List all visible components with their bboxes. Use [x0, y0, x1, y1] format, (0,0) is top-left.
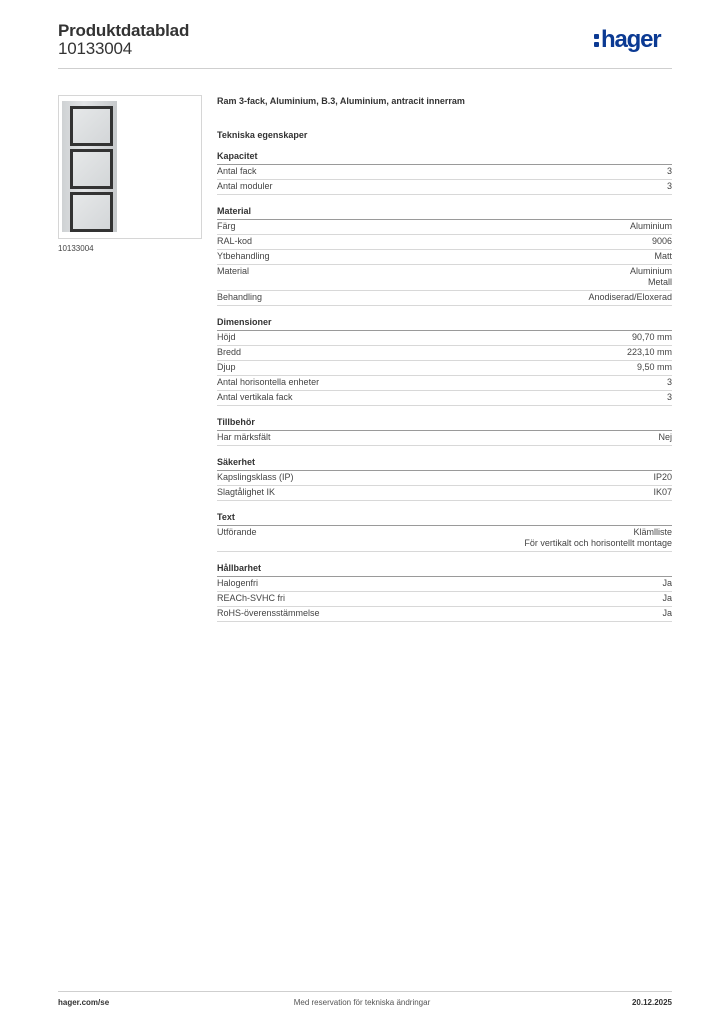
spec-value [630, 266, 672, 288]
frame-slot [70, 192, 113, 232]
article-number: 10133004 [58, 39, 133, 58]
spec-value-line: 3 [666, 377, 672, 387]
spec-label: RoHS-överensstämmelse [217, 608, 320, 618]
spec-value [662, 578, 672, 589]
spec-row [217, 291, 672, 306]
spec-value-line: IK07 [653, 487, 672, 497]
spec-label: Kapslingsklass (IP) [217, 472, 294, 482]
spec-label: Bredd [217, 347, 242, 357]
spec-row [217, 592, 672, 607]
spec-row [217, 265, 672, 291]
logo-dots-icon [594, 30, 600, 46]
spec-value-line: IP20 [653, 472, 672, 482]
spec-section [217, 317, 672, 406]
section-title: Dimensioner [217, 317, 672, 331]
spec-value-line: 3 [666, 392, 672, 402]
spec-row [217, 220, 672, 235]
spec-value [667, 181, 672, 192]
logo-text: hager [601, 26, 661, 53]
spec-value [627, 347, 672, 358]
product-image [62, 101, 117, 232]
spec-value-line: 9,50 mm [636, 362, 672, 372]
spec-label: Utförande [217, 527, 257, 537]
spec-value-line: Aluminium [629, 221, 672, 231]
spec-value-line: 9006 [651, 236, 672, 246]
section-title: Tillbehör [217, 417, 672, 431]
spec-row [217, 250, 672, 265]
spec-row [217, 577, 672, 592]
spec-row [217, 607, 672, 622]
spec-row [217, 331, 672, 346]
spec-label: Har märksfält [217, 432, 271, 442]
spec-value [637, 362, 672, 373]
spec-value-line: Ja [662, 608, 672, 618]
spec-row [217, 180, 672, 195]
frame-slot [70, 149, 113, 189]
spec-value [662, 608, 672, 619]
spec-value-line: 223,10 mm [626, 347, 672, 357]
spec-value-line: 90,70 mm [631, 332, 672, 342]
section-title: Hållbarhet [217, 563, 672, 577]
spec-row [217, 431, 672, 446]
spec-label: Djup [217, 362, 236, 372]
hager-logo [594, 28, 660, 52]
footer-date: 20.12.2025 [631, 998, 672, 1007]
spec-row [217, 391, 672, 406]
spec-value-line: Matt [654, 251, 672, 261]
spec-label: Halogenfri [217, 578, 259, 588]
spec-value [652, 236, 672, 247]
spec-label: Höjd [217, 332, 236, 342]
spec-section [217, 512, 672, 552]
spec-value-line: För vertikalt och horisontellt montage [524, 538, 672, 548]
spec-value [588, 292, 672, 303]
spec-section [217, 206, 672, 306]
spec-row [217, 165, 672, 180]
spec-value [630, 221, 672, 232]
spec-label: Antal moduler [217, 181, 273, 191]
spec-section [217, 417, 672, 446]
spec-label: Ytbehandling [217, 251, 270, 261]
spec-value [667, 392, 672, 403]
spec-label: REACh-SVHC fri [217, 593, 286, 603]
image-caption: 10133004 [58, 244, 94, 253]
spec-value-line: Ja [662, 593, 672, 603]
spec-value [667, 377, 672, 388]
spec-value-line: Klämlliste [633, 527, 672, 537]
spec-value [654, 251, 672, 262]
section-title: Kapacitet [217, 151, 672, 165]
spec-value [653, 472, 672, 483]
spec-label: Material [217, 266, 250, 276]
footer-website-link[interactable]: hager.com/se [58, 998, 110, 1007]
spec-section [217, 457, 672, 501]
spec-value-line: Aluminium [629, 266, 672, 276]
spec-value-line: Nej [658, 432, 672, 442]
spec-label: Färg [217, 221, 236, 231]
spec-value [667, 166, 672, 177]
spec-value-line: Anodiserad/Eloxerad [588, 292, 672, 302]
product-title: Ram 3-fack, Aluminium, B.3, Aluminium, antracit innerram [217, 96, 465, 106]
document-title: Produktdatablad [58, 21, 190, 40]
spec-sections [217, 151, 672, 622]
spec-section [217, 151, 672, 195]
spec-label: Antal horisontella enheter [217, 377, 320, 387]
spec-row [217, 346, 672, 361]
spec-value-line: 3 [666, 181, 672, 191]
spec-label: Slagtålighet IK [217, 487, 276, 497]
footer-disclaimer: Med reservation för tekniska ändringar [293, 998, 431, 1007]
frame-slot [70, 106, 113, 146]
spec-label: Antal fack [217, 166, 257, 176]
spec-label: Antal vertikala fack [217, 392, 293, 402]
spec-value [658, 432, 672, 443]
spec-row [217, 376, 672, 391]
spec-value [632, 332, 672, 343]
spec-row [217, 486, 672, 501]
specs-heading: Tekniska egenskaper [217, 130, 308, 140]
spec-row [217, 235, 672, 250]
spec-label: Behandling [217, 292, 263, 302]
spec-value-line: 3 [666, 166, 672, 176]
spec-value [653, 487, 672, 498]
spec-value [524, 527, 672, 549]
spec-section [217, 563, 672, 622]
spec-value-line: Metall [647, 277, 672, 287]
section-title: Säkerhet [217, 457, 672, 471]
section-title: Material [217, 206, 672, 220]
footer-divider [58, 991, 672, 992]
spec-content [217, 96, 672, 622]
spec-row [217, 361, 672, 376]
spec-label: RAL-kod [217, 236, 253, 246]
spec-row [217, 526, 672, 552]
spec-value-line: Ja [662, 578, 672, 588]
spec-row [217, 471, 672, 486]
section-title: Text [217, 512, 672, 526]
header-divider [58, 68, 672, 69]
spec-value [662, 593, 672, 604]
